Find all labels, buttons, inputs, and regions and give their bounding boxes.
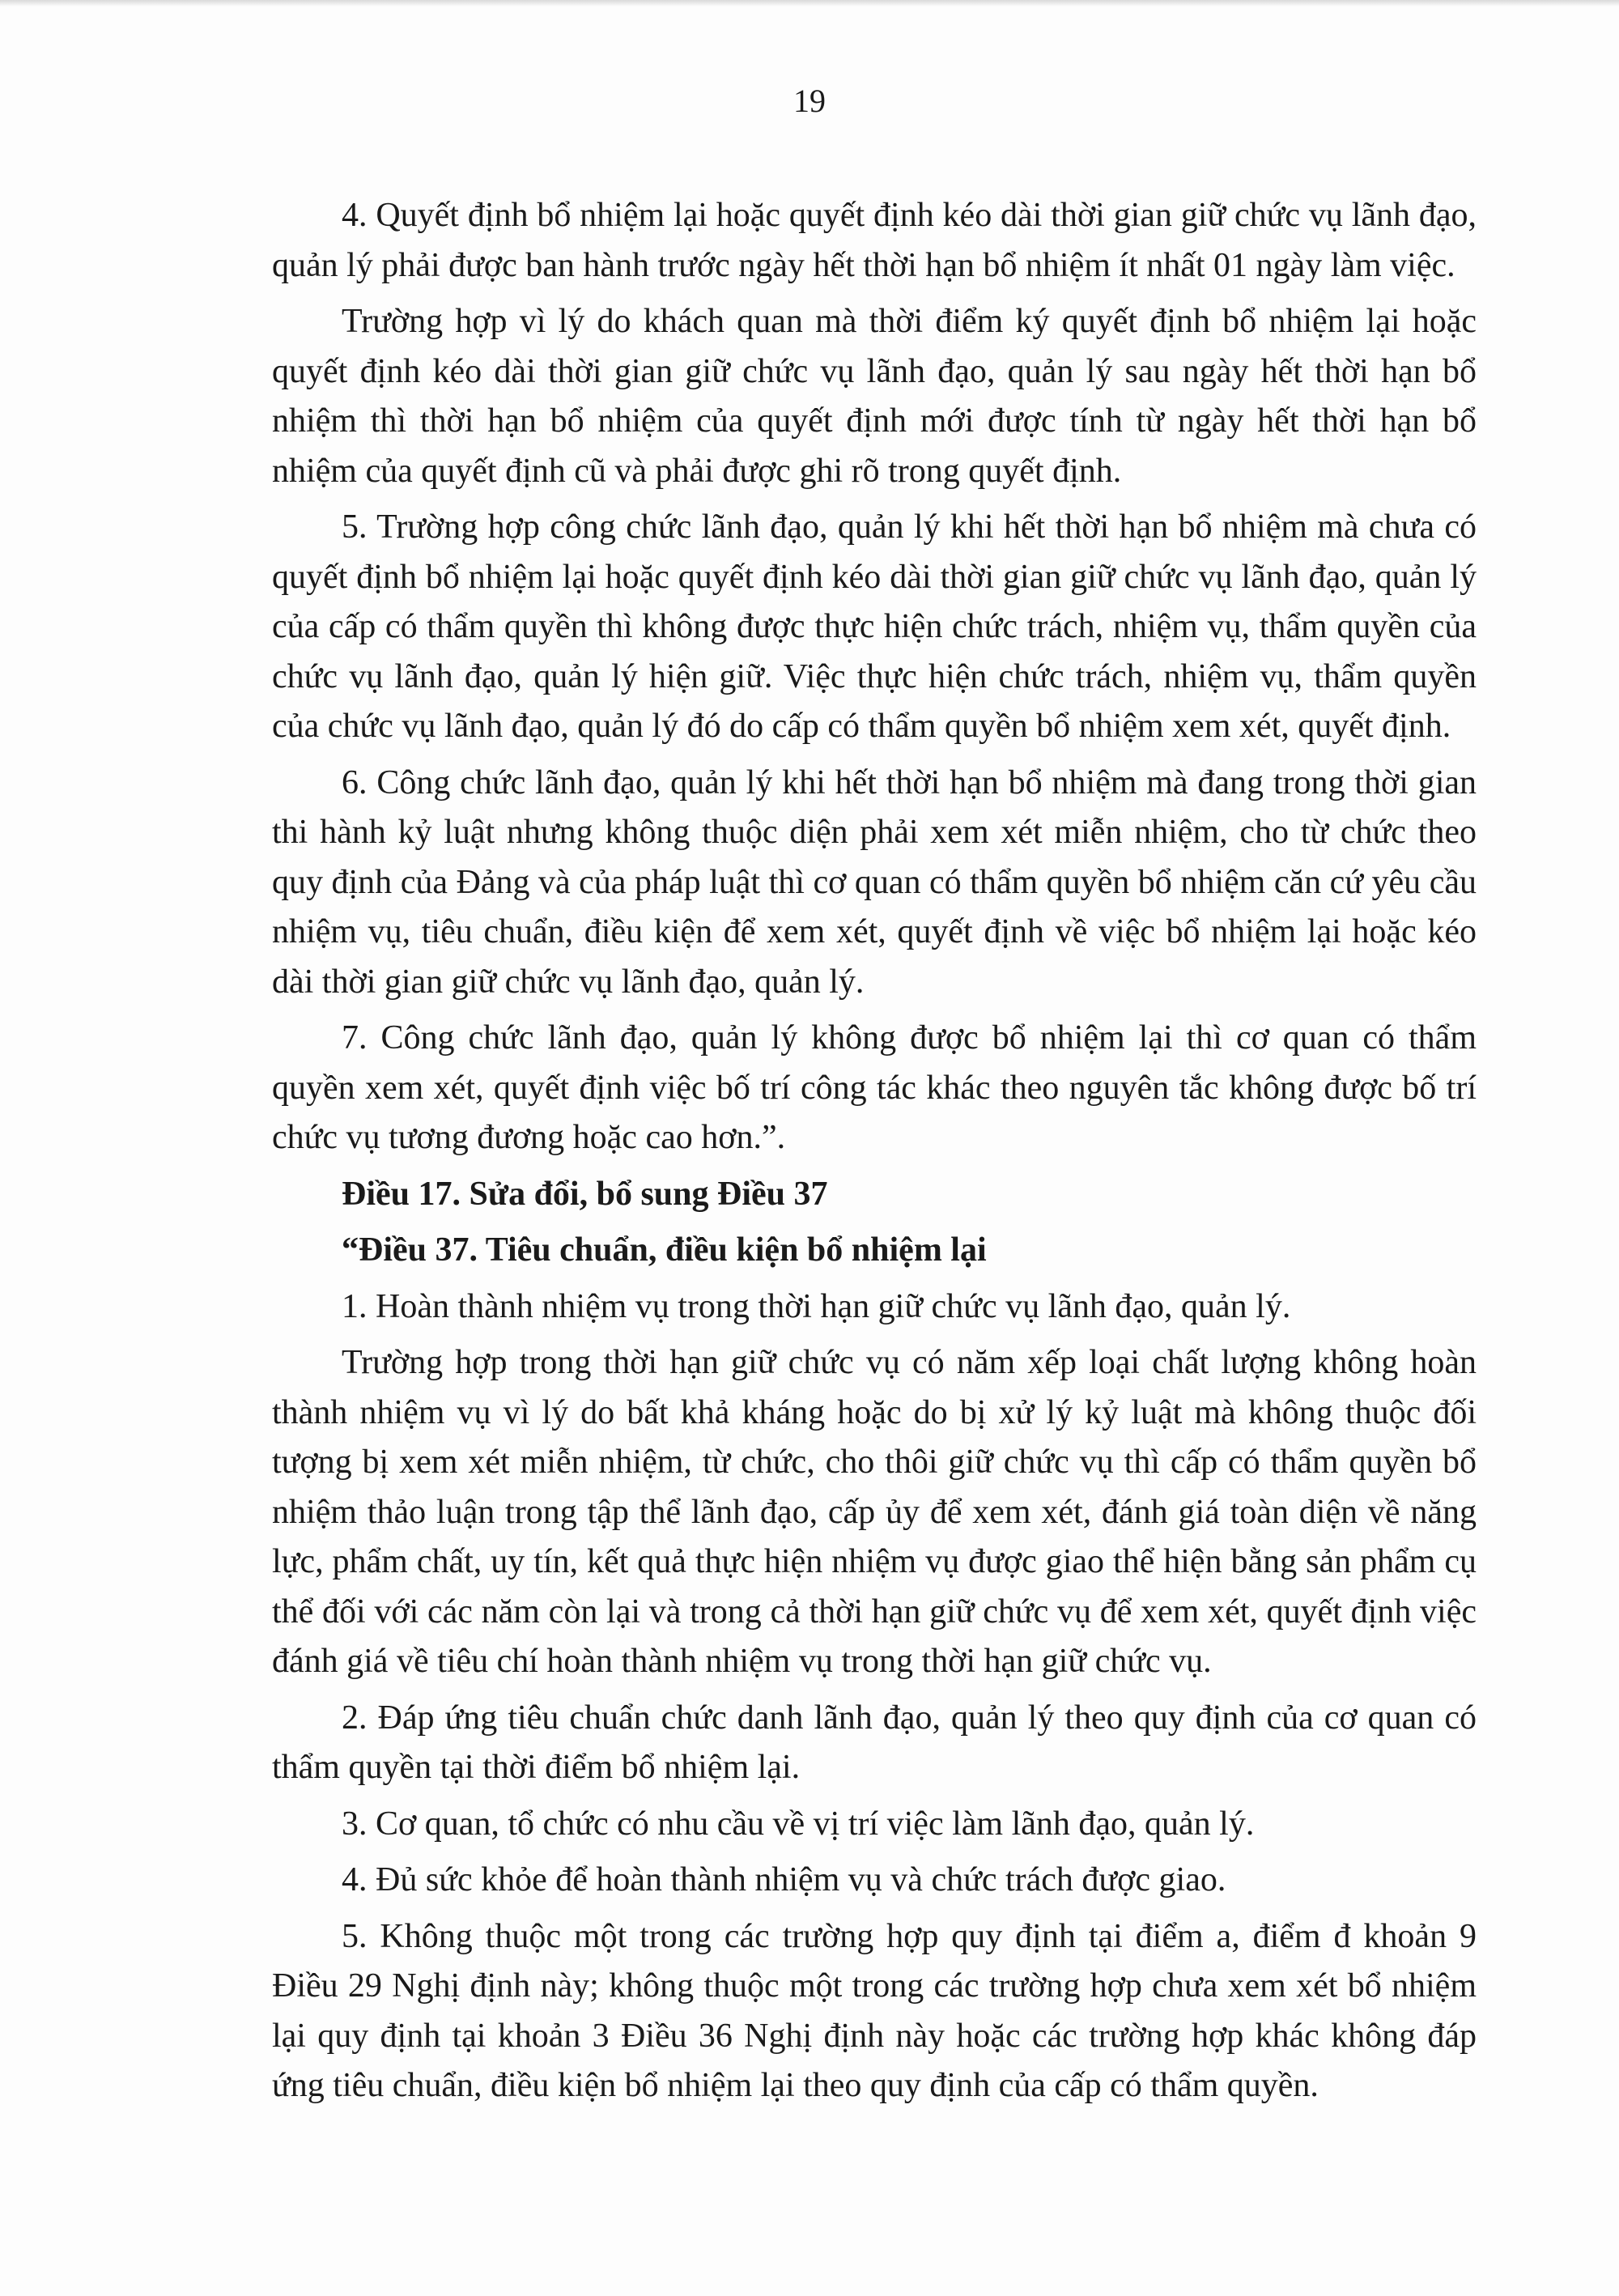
paragraph-criterion-3: 3. Cơ quan, tổ chức có nhu cầu về vị trí việc làm lãnh đạo, quản lý. (342, 1805, 1255, 1843)
paragraph-clause-5: 5. Trường hợp công chức lãnh đạo, quản lý khi hết thời hạn bổ nhiệm mà chưa có quyết định bổ nhiệm lại hoặc quyết định kéo dài thời gian giữ chức vụ lãnh đạo, quản lý của cấp có thẩm quyền thì không được thực hiện chức trách, nhiệm vụ, thẩm quyền của chức vụ lãnh đạo, quản lý hiện giữ. Việc thực hiện chức trách, nhiệm vụ, thẩm quyền của chức vụ lãnh đạo, quản lý đó do cấp có thẩm quyền bổ nhiệm xem xét, quyết định. (272, 508, 1477, 745)
paragraph-clause-4-exception: Trường hợp vì lý do khách quan mà thời điểm ký quyết định bổ nhiệm lại hoặc quyết định kéo dài thời gian giữ chức vụ lãnh đạo, quản lý sau ngày hết thời hạn bổ nhiệm thì thời hạn bổ nhiệm của quyết định mới được tính từ ngày hết thời hạn bổ nhiệm của quyết định cũ và phải được ghi rõ trong quyết định. (272, 303, 1477, 490)
paragraph-clause-7: 7. Công chức lãnh đạo, quản lý không được bổ nhiệm lại thì cơ quan có thẩm quyền xem xét, quyết định việc bố trí công tác khác theo nguyên tắc không được bố trí chức vụ tương đương hoặc cao hơn.”. (272, 1019, 1477, 1156)
paragraph-criterion-5: 5. Không thuộc một trong các trường hợp quy định tại điểm a, điểm đ khoản 9 Điều 29 Nghị định này; không thuộc một trong các trường hợp chưa xem xét bổ nhiệm lại quy định tại khoản 3 Điều 36 Nghị định này hoặc các trường hợp khác không đáp ứng tiêu chuẩn, điều kiện bổ nhiệm lại theo quy định của cấp có thẩm quyền. (272, 1917, 1477, 2104)
paragraph-clause-4: 4. Quyết định bổ nhiệm lại hoặc quyết định kéo dài thời gian giữ chức vụ lãnh đạo, quản lý phải được ban hành trước ngày hết thời hạn bổ nhiệm ít nhất 01 ngày làm việc. (272, 197, 1477, 284)
paragraph-clause-6: 6. Công chức lãnh đạo, quản lý khi hết thời hạn bổ nhiệm mà đang trong thời gian thi hành kỷ luật nhưng không thuộc diện phải xem xét miễn nhiệm, cho từ chức theo quy định của Đảng và của pháp luật thì cơ quan có thẩm quyền bổ nhiệm căn cứ yêu cầu nhiệm vụ, tiêu chuẩn, điều kiện để xem xét, quyết định về việc bổ nhiệm lại hoặc kéo dài thời gian giữ chức vụ lãnh đạo, quản lý. (272, 763, 1477, 1001)
scan-edge-shadow (0, 0, 1619, 6)
article-37-heading: “Điều 37. Tiêu chuẩn, điều kiện bổ nhiệm lại (342, 1231, 987, 1269)
paragraph-criterion-2: 2. Đáp ứng tiêu chuẩn chức danh lãnh đạo, quản lý theo quy định của cơ quan có thẩm quyền tại thời điểm bổ nhiệm lại. (272, 1699, 1477, 1786)
page-number: 19 (793, 83, 826, 119)
document-body (272, 191, 1477, 2118)
article-17-heading: Điều 17. Sửa đổi, bổ sung Điều 37 (342, 1175, 828, 1213)
paragraph-criterion-4: 4. Đủ sức khỏe để hoàn thành nhiệm vụ và chức trách được giao. (342, 1861, 1226, 1898)
paragraph-criterion-1-exception: Trường hợp trong thời hạn giữ chức vụ có năm xếp loại chất lượng không hoàn thành nhiệm vụ vì lý do bất khả kháng hoặc do bị xử lý kỷ luật mà không thuộc đối tượng bị xem xét miễn nhiệm, từ chức, cho thôi giữ chức vụ thì cấp có thẩm quyền bổ nhiệm thảo luận trong tập thể lãnh đạo, cấp ủy để xem xét, đánh giá toàn diện về năng lực, phẩm chất, uy tín, kết quả thực hiện nhiệm vụ được giao thể hiện bằng sản phẩm cụ thể đối với các năm còn lại và trong cả thời hạn giữ chức vụ để xem xét, quyết định việc đánh giá về tiêu chí hoàn thành nhiệm vụ trong thời hạn giữ chức vụ. (272, 1344, 1477, 1680)
paragraph-criterion-1: 1. Hoàn thành nhiệm vụ trong thời hạn giữ chức vụ lãnh đạo, quản lý. (342, 1287, 1291, 1325)
